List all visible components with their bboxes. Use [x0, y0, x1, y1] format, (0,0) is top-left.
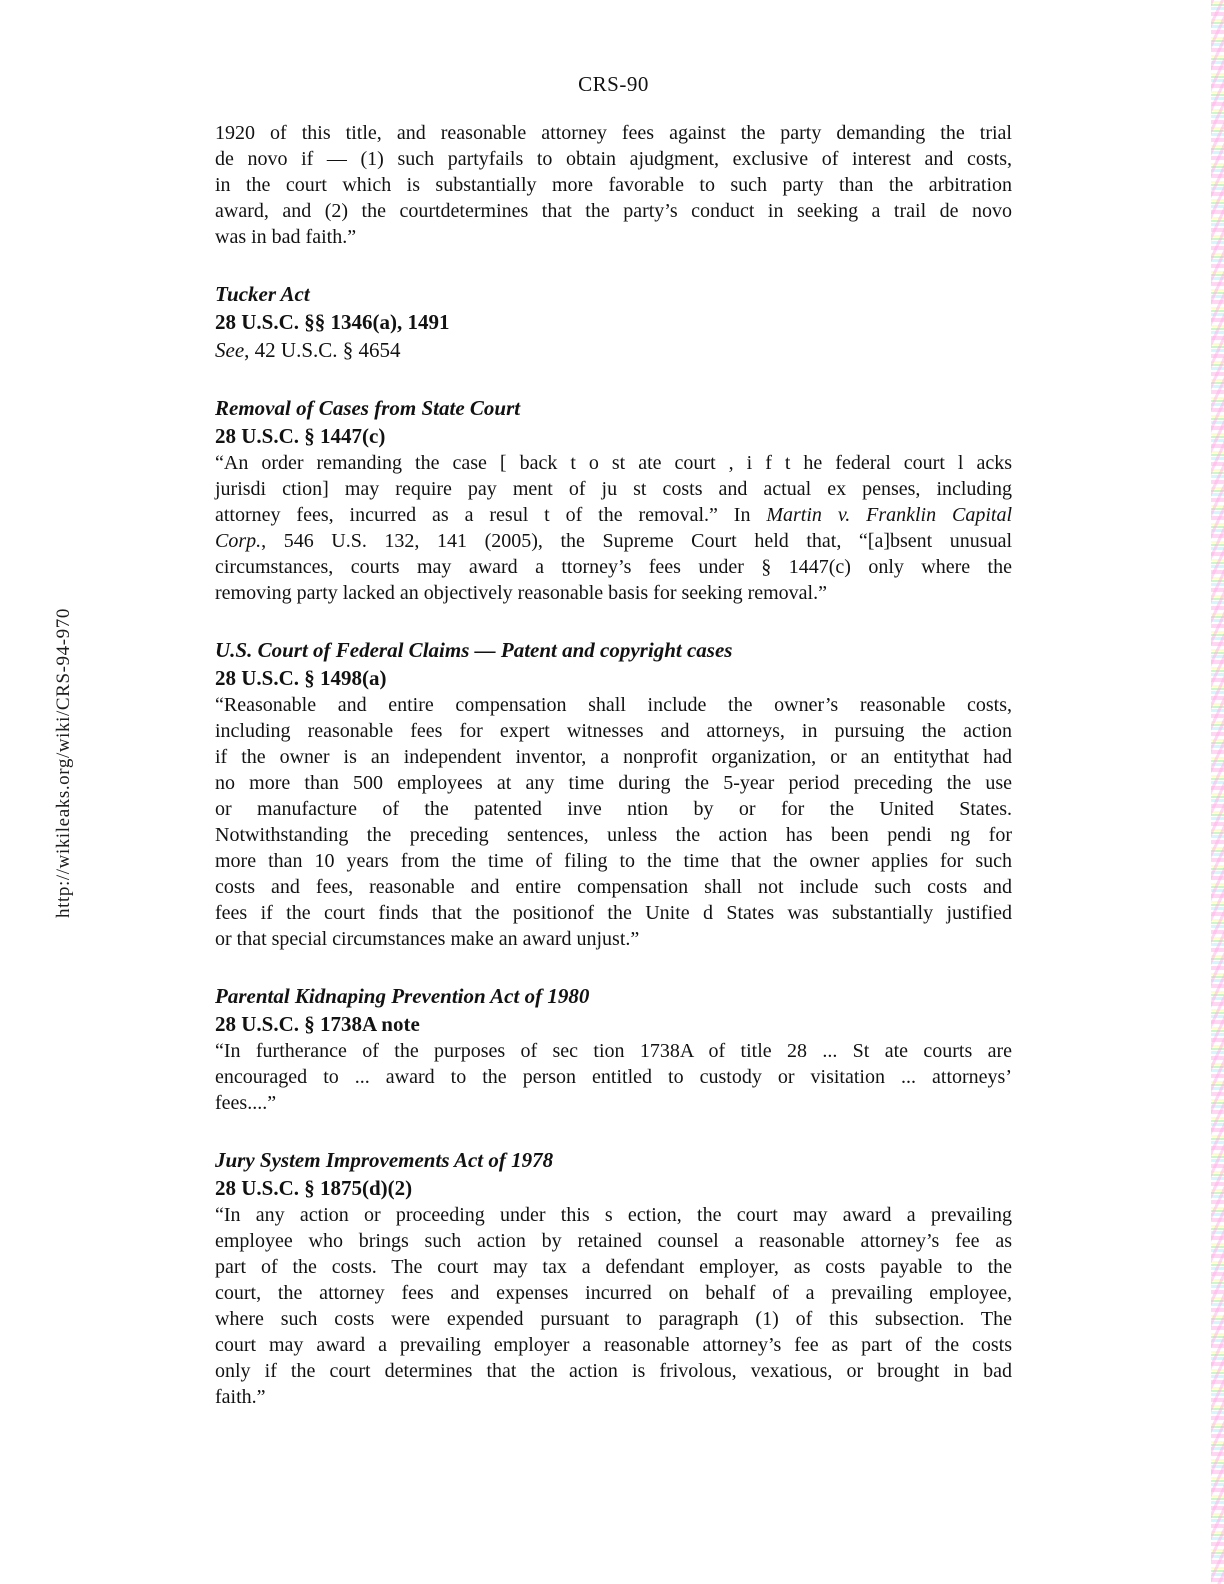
section-paragraph — [215, 1038, 1012, 1116]
paragraph-line: was in bad faith.” — [215, 226, 357, 248]
security-edge-pattern — [1211, 0, 1224, 1584]
paragraph-line: encouraged to ... award to the person entitled to custody or visitation ... attorneys’ — [215, 1066, 1012, 1088]
section-heading: Jury System Improvements Act of 1978 — [215, 1148, 554, 1172]
intro-paragraph — [215, 120, 1012, 250]
document-page — [215, 0, 1012, 1410]
section-paragraph — [215, 450, 1012, 606]
paragraph-line: in the court which is substantially more favorable to such party than the arbitration — [215, 174, 1012, 196]
paragraph-text: , 546 U.S. 132, 141 (2005), the Supreme Court held that, “[a]bsent unusual — [261, 530, 1012, 552]
paragraph-line — [215, 528, 1012, 554]
paragraph-line: removing party lacked an objectively reasonable basis for seeking removal.” — [215, 582, 827, 604]
see-citation — [215, 336, 1012, 364]
paragraph-line: or that special circumstances make an award unjust.” — [215, 928, 640, 950]
section-tucker-act — [215, 280, 1012, 364]
section-parental-kidnaping — [215, 982, 1012, 1116]
paragraph-line: “Reasonable and entire compensation shall include the owner’s reasonable costs, — [215, 694, 1012, 716]
paragraph-line: 1920 of this title, and reasonable attorney fees against the party demanding the trial — [215, 122, 1012, 144]
paragraph-line: award, and (2) the courtdetermines that the party’s conduct in seeking a trail de novo — [215, 200, 1012, 222]
paragraph-line: Notwithstanding the preceding sentences, unless the action has been pendi ng for — [215, 824, 1012, 846]
paragraph-line: jurisdi ction] may require pay ment of ju st costs and actual ex penses, including — [215, 478, 1012, 500]
paragraph-line: “In furtherance of the purposes of sec tion 1738A of title 28 ... St ate courts are — [215, 1040, 1012, 1062]
statute-citation: 28 U.S.C. §§ 1346(a), 1491 — [215, 310, 450, 334]
paragraph-line: “An order remanding the case [ back t o st ate court , i f t he federal court l acks — [215, 452, 1012, 474]
statute-citation: 28 U.S.C. § 1738A note — [215, 1012, 420, 1036]
paragraph-line: faith.” — [215, 1386, 266, 1408]
paragraph-line: costs and fees, reasonable and entire compensation shall not include such costs and — [215, 876, 1012, 898]
paragraph-line: where such costs were expended pursuant to paragraph (1) of this subsection. The — [215, 1308, 1012, 1330]
paragraph-line: fees if the court finds that the positionof the Unite d States was substantially justified — [215, 902, 1012, 924]
paragraph-line: no more than 500 employees at any time during the 5-year period preceding the use — [215, 772, 1012, 794]
paragraph-line: “In any action or proceeding under this s ection, the court may award a prevailing — [215, 1204, 1012, 1226]
paragraph-line: court, the attorney fees and expenses incurred on behalf of a prevailing employee, — [215, 1282, 1012, 1304]
statute-citation: 28 U.S.C. § 1447(c) — [215, 424, 386, 448]
paragraph-line: more than 10 years from the time of filing to the time that the owner applies for such — [215, 850, 1012, 872]
paragraph-line: part of the costs. The court may tax a defendant employer, as costs payable to the — [215, 1256, 1012, 1278]
section-heading: U.S. Court of Federal Claims — Patent and copyright cases — [215, 638, 733, 662]
section-paragraph — [215, 692, 1012, 952]
section-heading: Parental Kidnaping Prevention Act of 1980 — [215, 984, 590, 1008]
wikileaks-watermark-url: http://wikileaks.org/wiki/CRS-94-970 — [53, 608, 74, 918]
paragraph-line: or manufacture of the patented inve ntion by or for the United States. — [215, 798, 1012, 820]
see-citation-rest: , 42 U.S.C. § 4654 — [244, 338, 401, 362]
paragraph-line: only if the court determines that the action is frivolous, vexatious, or brought in bad — [215, 1360, 1012, 1382]
section-heading: Removal of Cases from State Court — [215, 396, 521, 420]
page-number-header: CRS-90 — [578, 72, 649, 96]
case-name-italic: Corp. — [215, 530, 262, 552]
paragraph-line: court may award a prevailing employer a reasonable attorney’s fee as part of the costs — [215, 1334, 1012, 1356]
section-jury-system-improvements — [215, 1146, 1012, 1410]
section-paragraph — [215, 1202, 1012, 1410]
paragraph-text: attorney fees, incurred as a resul t of the removal.” In — [215, 504, 767, 526]
paragraph-line: circumstances, courts may award a ttorney’s fees under § 1447(c) only where the — [215, 556, 1012, 578]
case-name-italic: Martin v. Franklin Capital — [766, 504, 1013, 526]
statute-citation: 28 U.S.C. § 1875(d)(2) — [215, 1176, 413, 1200]
paragraph-line: including reasonable fees for expert witnesses and attorneys, in pursuing the action — [215, 720, 1012, 742]
paragraph-line: de novo if — (1) such partyfails to obtain ajudgment, exclusive of interest and costs, — [215, 148, 1012, 170]
see-citation-italic: See — [215, 338, 245, 362]
section-heading: Tucker Act — [215, 282, 310, 306]
section-removal-of-cases — [215, 394, 1012, 606]
paragraph-line: employee who brings such action by retained counsel a reasonable attorney’s fee as — [215, 1230, 1012, 1252]
statute-citation: 28 U.S.C. § 1498(a) — [215, 666, 387, 690]
paragraph-line: if the owner is an independent inventor, a nonprofit organization, or an entitythat had — [215, 746, 1012, 768]
section-federal-claims-patent — [215, 636, 1012, 952]
paragraph-line — [215, 502, 1012, 528]
paragraph-line: fees....” — [215, 1092, 277, 1114]
